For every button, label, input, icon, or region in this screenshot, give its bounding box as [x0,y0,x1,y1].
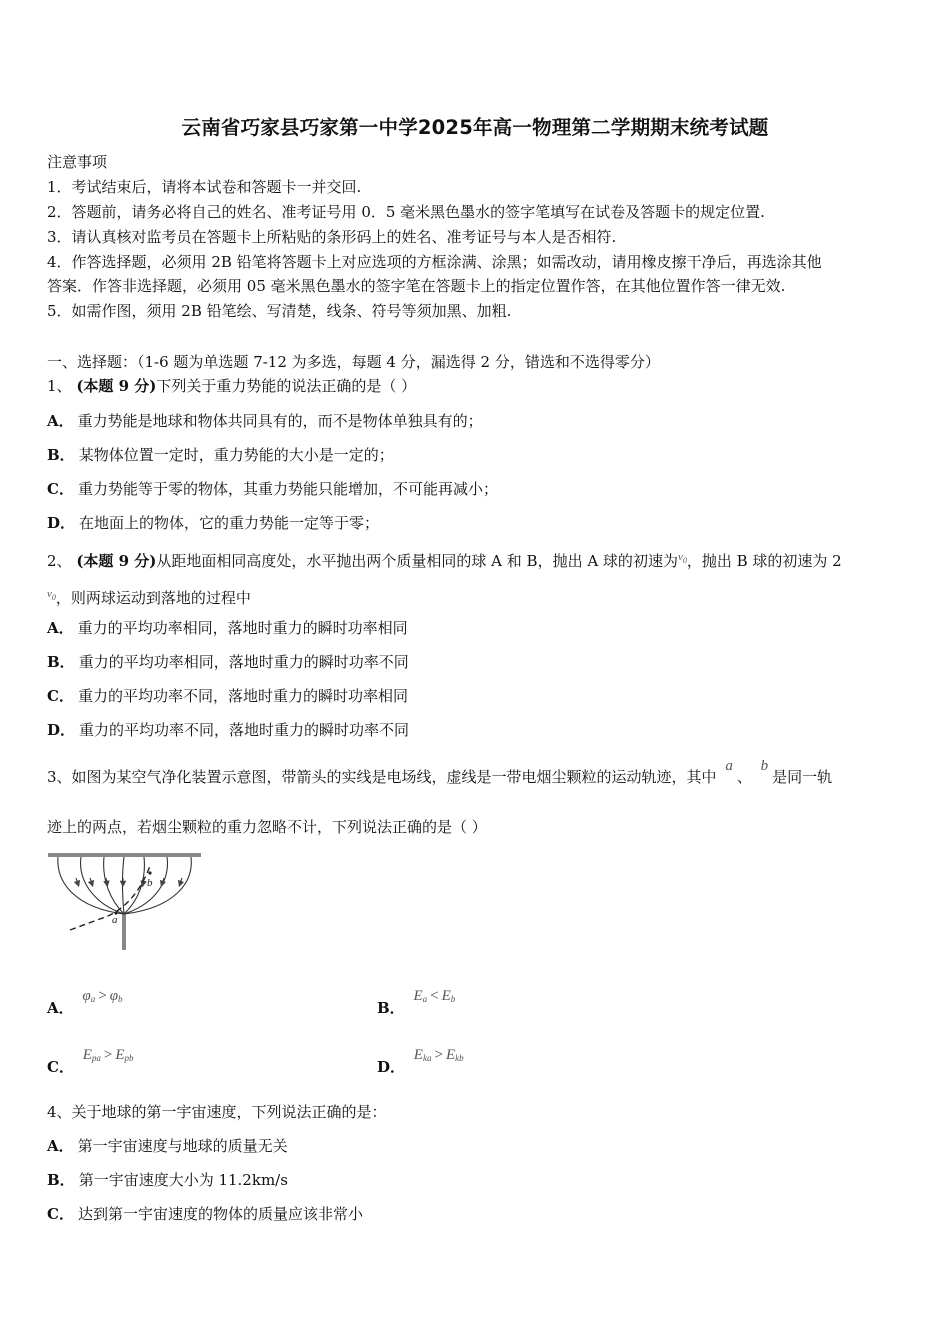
question-number: 2、 [47,552,72,570]
question-1-stem [47,376,416,396]
question-2-stem: 2、 (本题 9 分)从距地面相同高度处，水平抛出两个质量相同的球 A 和 B，抛出 A 球的初速为$^{v_0}$，抛出 B 球的初速为 2 [47,551,842,570]
formula: $E_a < E_b$ [413,988,456,1004]
q4-option-c: C． 达到第一宇宙速度的物体的质量应该非常小 [47,1205,363,1223]
question-number: 4、 [47,1103,72,1121]
var-a: a [725,758,733,774]
q2-option-d: D． 重力的平均功率不同，落地时重力的瞬时功率不同 [47,721,410,739]
var-b: b [760,758,769,774]
label-a: a [112,914,118,926]
label-b: b [147,877,153,889]
q2-option-c: C． 重力的平均功率不同，落地时重力的瞬时功率相同 [47,687,408,705]
question-2-stem-cont: $^{v_0}$，则两球运动到落地的过程中 [47,588,251,607]
top-plate [48,853,201,857]
formula: $\varphi_a > \varphi_b$ [82,988,123,1004]
q1-option-c: C． 重力势能等于零的物体，其重力势能只能增加，不可能再减小； [47,480,498,498]
q1-option-d: D． 在地面上的物体，它的重力势能一定等于零； [47,514,380,532]
notice-item: 3．请认真核对监考员在答题卡上所粘贴的条形码上的姓名、准考证号与本人是否相符. [47,228,617,246]
notice-item: 5．如需作图，须用 2B 铅笔绘、写清楚，线条、符号等须加黑、加粗. [47,302,512,320]
notice-item: 2．答题前，请务必将自己的姓名、准考证号用 0．5 毫米黑色墨水的签字笔填写在试卷及答题卡的规定位置. [47,203,765,221]
q2-option-a: A． 重力的平均功率相同，落地时重力的瞬时功率相同 [47,619,408,637]
formula: $E_{ka} > E_{kb}$ [413,1047,464,1063]
q3-option-c: C． $E_{pa} > E_{pb}$ [47,1047,134,1076]
question-tag: (本题 9 分) [76,552,157,570]
notice-item: 1．考试结束后，请将本试卷和答题卡一并交回. [47,178,362,196]
notice-item: 4．作答选择题，必须用 2B 铅笔将答题卡上对应选项的方框涂满、涂黑；如需改动，请用橡皮擦干净后，再选涂其他 [47,253,822,271]
question-3-stem: 3、如图为某空气净化装置示意图，带箭头的实线是电场线，虚线是一带电烟尘颗粒的运动轨迹，其中 a、 b是同一轨 [47,758,833,786]
v0-symbol: v0 [677,551,687,566]
page-title: 云南省巧家县巧家第一中学2025年高一物理第二学期期末统考试题 [181,116,769,139]
question-3-stem-cont: 迹上的两点，若烟尘颗粒的重力忽略不计，下列说法正确的是（ ） [47,818,487,836]
q1-option-b: B． 某物体位置一定时，重力势能的大小是一定的； [47,446,394,464]
q3-option-a: A． $\varphi_a > \varphi_b$ [47,988,123,1017]
q3-option-d: D． $E_{ka} > E_{kb}$ [377,1047,464,1076]
v0-symbol: v0 [47,588,56,603]
q2-option-b: B． 重力的平均功率相同，落地时重力的瞬时功率不同 [47,653,409,671]
notice-item: 答案．作答非选择题，必须用 05 毫米黑色墨水的签字笔在答题卡上的指定位置作答，在其他位置作答一律无效. [47,277,786,295]
q4-option-a: A． 第一宇宙速度与地球的质量无关 [47,1137,288,1155]
point-b-dot [148,871,151,874]
notice-heading: 注意事项 [47,153,108,171]
question-4-stem: 4、关于地球的第一宇宙速度，下列说法正确的是： [47,1103,387,1121]
electric-field-figure [46,848,206,954]
formula: $E_{pa} > E_{pb}$ [82,1047,134,1063]
q3-option-b: B． $E_a < E_b$ [377,988,456,1017]
needle-electrode [122,914,126,950]
q1-option-a: A． 重力势能是地球和物体共同具有的，而不是物体单独具有的； [47,412,483,430]
question-number: 1、 [47,377,72,395]
section-heading: 一、选择题：（1-6 题为单选题 7-12 为多选，每题 4 分，漏选得 2 分，错选和不选得零分） [47,353,660,371]
question-number: 3、 [47,768,72,786]
question-tag: (本题 9 分) [76,377,157,395]
q4-option-b: B． 第一宇宙速度大小为 11.2km/s [47,1171,288,1189]
question-text: 下列关于重力势能的说法正确的是（ ） [156,377,417,395]
